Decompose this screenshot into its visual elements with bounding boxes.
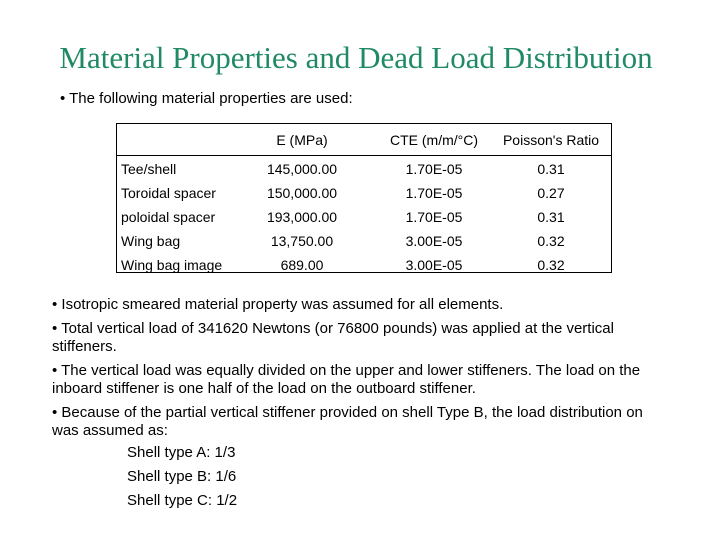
header-cte: CTE (m/m/°C) bbox=[389, 132, 479, 148]
header-divider bbox=[117, 155, 611, 156]
note-total-load: • Total vertical load of 341620 Newtons (or 76800 pounds) was applied at the vertical stiffeners. bbox=[52, 319, 614, 355]
row-0-cte: 1.70E-05 bbox=[405, 161, 463, 177]
page-title: Material Properties and Dead Load Distribution bbox=[59, 40, 653, 75]
row-4-cte: 3.00E-05 bbox=[405, 257, 463, 273]
row-2-poisson: 0.31 bbox=[537, 209, 565, 225]
row-2-material: poloidal spacer bbox=[121, 209, 216, 225]
note-load-division: • The vertical load was equally divided on the upper and lower stiffeners. The load on the inboard stiffener is one half of the load on the outboard stiffener. bbox=[52, 361, 641, 397]
row-1-material: Toroidal spacer bbox=[121, 185, 216, 201]
row-1-cte: 1.70E-05 bbox=[405, 185, 463, 201]
row-2-e: 193,000.00 bbox=[266, 209, 338, 225]
row-4-material: Wing bag image bbox=[121, 257, 223, 273]
note-partial-stiffener: • Because of the partial vertical stiffener provided on shell Type B, the load distribution on was assumed as: bbox=[52, 403, 643, 439]
material-properties-table bbox=[116, 123, 612, 273]
row-4-e: 689.00 bbox=[280, 257, 324, 273]
row-1-e: 150,000.00 bbox=[266, 185, 338, 201]
note-isotropic: • Isotropic smeared material property was assumed for all elements. bbox=[52, 296, 504, 313]
row-0-poisson: 0.31 bbox=[537, 161, 565, 177]
row-2-cte: 1.70E-05 bbox=[405, 209, 463, 225]
shell-type-b: Shell type B: 1/6 bbox=[127, 467, 237, 485]
notes-block bbox=[52, 296, 672, 513]
row-0-e: 145,000.00 bbox=[266, 161, 338, 177]
row-0-material: Tee/shell bbox=[121, 161, 177, 177]
row-3-cte: 3.00E-05 bbox=[405, 233, 463, 249]
header-poisson: Poisson's Ratio bbox=[502, 132, 600, 148]
row-3-e: 13,750.00 bbox=[270, 233, 334, 249]
row-4-poisson: 0.32 bbox=[537, 257, 565, 273]
row-3-poisson: 0.32 bbox=[537, 233, 565, 249]
row-1-poisson: 0.27 bbox=[537, 185, 565, 201]
shell-type-c: Shell type C: 1/2 bbox=[127, 491, 238, 509]
shell-type-a: Shell type A: 1/3 bbox=[127, 443, 236, 461]
header-e: E (MPa) bbox=[276, 132, 328, 148]
row-3-material: Wing bag bbox=[121, 233, 181, 249]
intro-text: • The following material properties are used: bbox=[60, 90, 353, 107]
